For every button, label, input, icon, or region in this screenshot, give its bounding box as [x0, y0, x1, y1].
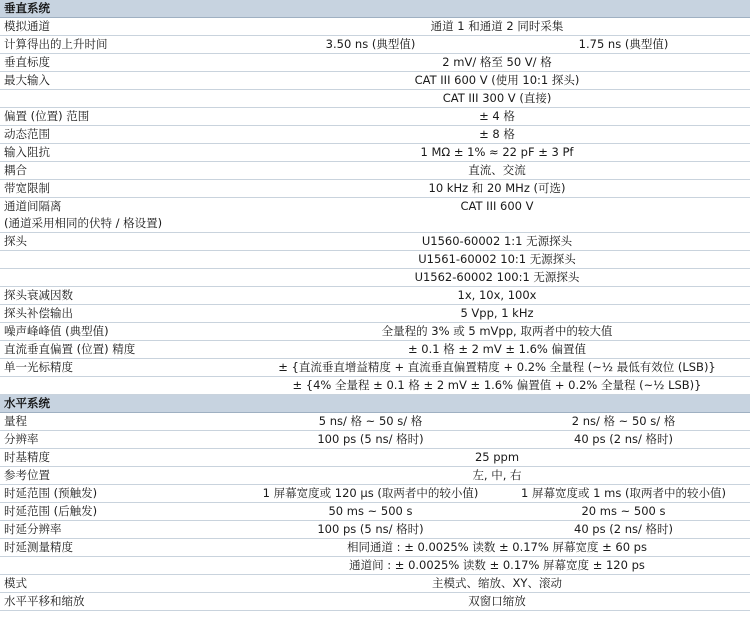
table-row-continued: [0, 557, 750, 575]
table-row: [0, 431, 750, 449]
row-label: 时延测量精度: [0, 539, 244, 557]
table-row-continued: [0, 251, 750, 269]
table-row: [0, 36, 750, 54]
row-value: U1562-60002 100:1 无源探头: [244, 269, 750, 287]
table-row: [0, 467, 750, 485]
table-row: [0, 72, 750, 90]
table-row: [0, 180, 750, 198]
table-row-continued: [0, 269, 750, 287]
row-value: ± 8 格: [244, 126, 750, 144]
row-label: 带宽限制: [0, 180, 244, 198]
row-value: ± 0.1 格 ± 2 mV ± 1.6% 偏置值: [244, 341, 750, 359]
row-label: 输入阻抗: [0, 144, 244, 162]
row-value-right: 1 屏幕宽度或 1 ms (取两者中的较小值): [497, 485, 750, 503]
row-value: CAT III 300 V (直接): [244, 90, 750, 108]
row-label: 量程: [0, 413, 244, 431]
table-row: [0, 305, 750, 323]
row-value-left: 100 ps (5 ns/ 格时): [244, 431, 497, 449]
row-value: 直流、交流: [244, 162, 750, 180]
table-row: [0, 413, 750, 431]
row-label: 参考位置: [0, 467, 244, 485]
row-label: 单一光标精度: [0, 359, 244, 377]
table-row-continued: [0, 377, 750, 395]
table-row: [0, 449, 750, 467]
table-row: [0, 18, 750, 36]
row-label: 模拟通道: [0, 18, 244, 36]
row-label: 模式: [0, 575, 244, 593]
row-label: 探头衰减因数: [0, 287, 244, 305]
row-value: 25 ppm: [244, 449, 750, 467]
table-row: [0, 575, 750, 593]
section-header-horizontal: [0, 395, 750, 413]
table-row-continued: [0, 90, 750, 108]
row-value-right: 1.75 ns (典型值): [497, 36, 750, 54]
row-value: 通道 1 和通道 2 同时采集: [244, 18, 750, 36]
row-value: 相同通道 : ± 0.0025% 读数 ± 0.17% 屏幕宽度 ± 60 ps: [244, 539, 750, 557]
row-value: 2 mV/ 格至 50 V/ 格: [244, 54, 750, 72]
row-value-right: 20 ms ~ 500 s: [497, 503, 750, 521]
table-row: [0, 539, 750, 557]
table-row: [0, 54, 750, 72]
row-label: 通道间隔离: [4, 199, 62, 213]
row-value-left: 50 ms ~ 500 s: [244, 503, 497, 521]
row-label: 耦合: [0, 162, 244, 180]
row-value-left: 5 ns/ 格 ~ 50 s/ 格: [244, 413, 497, 431]
row-value: ± {4% 全量程 ± 0.1 格 ± 2 mV ± 1.6% 偏置值 + 0.2% 全量程 (~½ LSB)}: [244, 377, 750, 395]
row-value: 左, 中, 右: [244, 467, 750, 485]
row-value: ± {直流垂直增益精度 + 直流垂直偏置精度 + 0.2% 全量程 (~½ 最低有效位 (LSB)}: [244, 359, 750, 377]
row-value-right: 40 ps (2 ns/ 格时): [497, 431, 750, 449]
row-value: 双窗口缩放: [244, 593, 750, 611]
table-row: [0, 503, 750, 521]
row-label: 动态范围: [0, 126, 244, 144]
table-row: [0, 108, 750, 126]
row-label: 水平平移和缩放: [0, 593, 244, 611]
table-row: [0, 144, 750, 162]
table-row: [0, 162, 750, 180]
table-row: [0, 341, 750, 359]
table-row: [0, 233, 750, 251]
row-value: CAT III 600 V: [244, 198, 750, 233]
row-label: 时延分辨率: [0, 521, 244, 539]
row-label: 探头: [0, 233, 244, 251]
table-row: [0, 485, 750, 503]
row-label: 垂直标度: [0, 54, 244, 72]
row-value-left: 3.50 ns (典型值): [244, 36, 497, 54]
table-row: [0, 521, 750, 539]
row-value: CAT III 600 V (使用 10:1 探头): [244, 72, 750, 90]
row-value: U1561-60002 10:1 无源探头: [244, 251, 750, 269]
row-value: 1x, 10x, 100x: [244, 287, 750, 305]
row-value: 主模式、缩放、XY、滚动: [244, 575, 750, 593]
row-value: 通道间 : ± 0.0025% 读数 ± 0.17% 屏幕宽度 ± 120 ps: [244, 557, 750, 575]
row-label: 时基精度: [0, 449, 244, 467]
table-row: [0, 198, 750, 233]
table-row: [0, 323, 750, 341]
row-label: 时延范围 (预触发): [0, 485, 244, 503]
row-value-left: 100 ps (5 ns/ 格时): [244, 521, 497, 539]
row-label: 最大输入: [0, 72, 244, 90]
row-label: 直流垂直偏置 (位置) 精度: [0, 341, 244, 359]
row-label: 时延范围 (后触发): [0, 503, 244, 521]
row-label: 偏置 (位置) 范围: [0, 108, 244, 126]
row-value: 1 MΩ ± 1% ≈ 22 pF ± 3 Pf: [244, 144, 750, 162]
row-label: 噪声峰峰值 (典型值): [0, 323, 244, 341]
row-value-right: 40 ps (2 ns/ 格时): [497, 521, 750, 539]
row-value: U1560-60002 1:1 无源探头: [244, 233, 750, 251]
row-value: ± 4 格: [244, 108, 750, 126]
row-label: 探头补偿输出: [0, 305, 244, 323]
row-value: 5 Vpp, 1 kHz: [244, 305, 750, 323]
table-row: [0, 593, 750, 611]
row-label: 分辨率: [0, 431, 244, 449]
table-row: [0, 359, 750, 377]
section-title: 垂直系统: [0, 0, 750, 18]
row-label-note: (通道采用相同的伏特 / 格设置): [4, 216, 163, 230]
row-value-left: 1 屏幕宽度或 120 μs (取两者中的较小值): [244, 485, 497, 503]
section-title: 水平系统: [0, 395, 750, 413]
row-value: 全量程的 3% 或 5 mVpp, 取两者中的较大值: [244, 323, 750, 341]
row-label-multiline: [0, 198, 244, 233]
table-row: [0, 287, 750, 305]
row-value-right: 2 ns/ 格 ~ 50 s/ 格: [497, 413, 750, 431]
section-header-vertical: [0, 0, 750, 18]
row-value: 10 kHz 和 20 MHz (可选): [244, 180, 750, 198]
row-label: 计算得出的上升时间: [0, 36, 244, 54]
table-row: [0, 126, 750, 144]
